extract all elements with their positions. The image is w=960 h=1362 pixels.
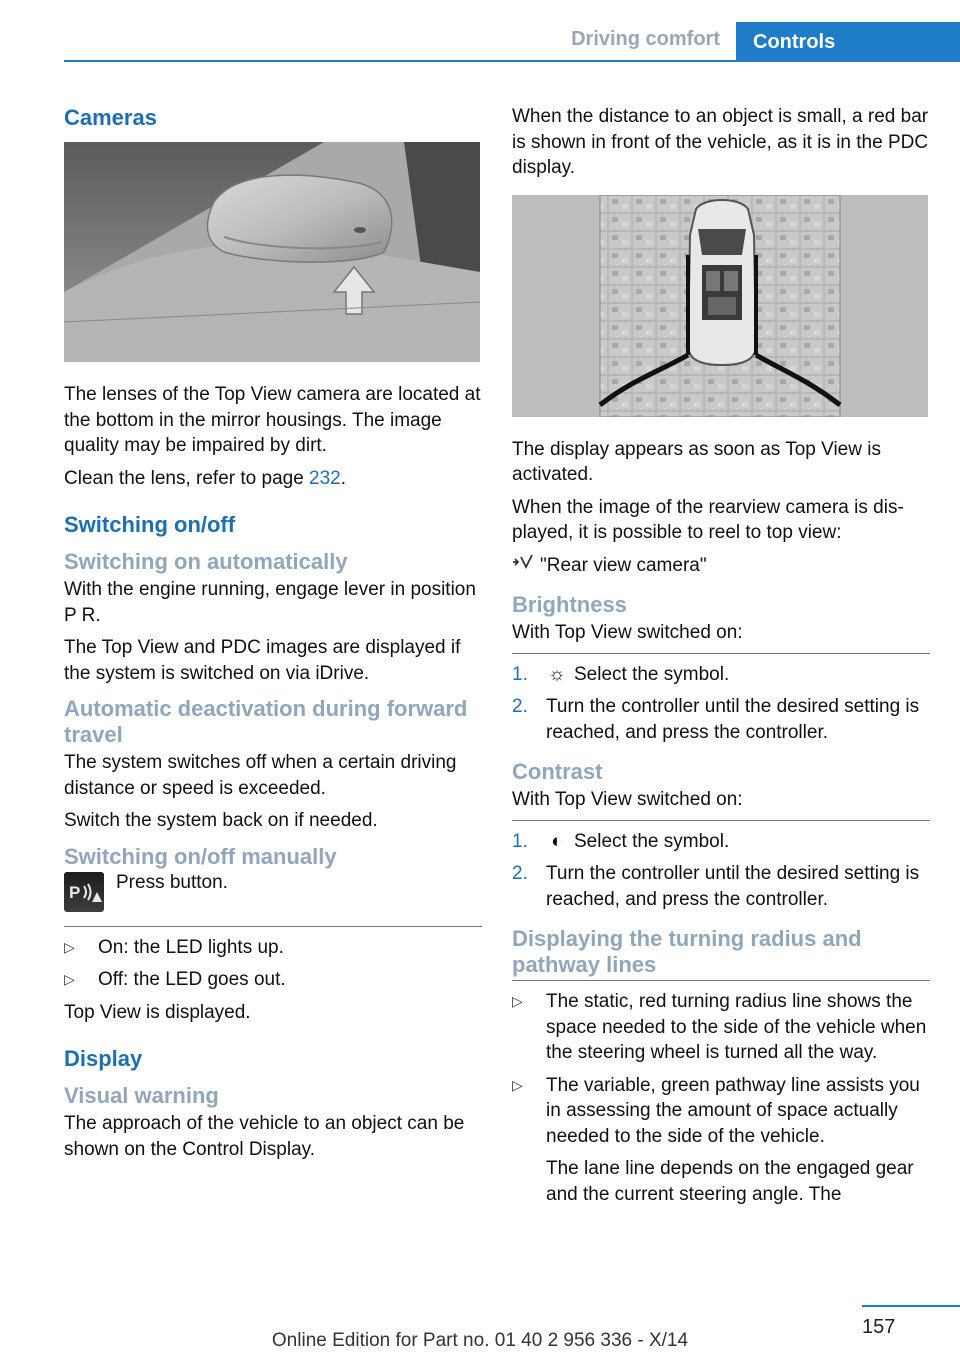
cameras-p2-prefix: Clean the lens, refer to page	[64, 467, 310, 489]
list-item	[512, 829, 930, 855]
page-link-232[interactable]: 232	[309, 467, 341, 489]
brightness-steps	[512, 662, 930, 746]
bullet-text: The variable, green pathway line assists you in assessing the amount of space actually needed to the side of the vehicle.	[546, 1074, 920, 1147]
bullet-text: On: the LED lights up.	[98, 936, 284, 958]
step-number: 2.	[512, 863, 528, 884]
rear-camera-icon	[512, 553, 534, 579]
bullet-text: Off: the LED goes out.	[98, 969, 286, 990]
cameras-p2-suffix: .	[340, 467, 347, 489]
display-heading: Display	[64, 1046, 143, 1071]
auto-off-paragraph-1: The system switches off when a certain driving distance or speed is exceeded.	[64, 752, 457, 799]
divider	[512, 980, 930, 981]
right-paragraph-3: When the image of the rearview camera is displayed, it is possible to reel to top view:	[512, 496, 904, 543]
divider	[64, 926, 482, 927]
step-number: 1.	[512, 830, 528, 852]
triangle-right-icon: ▷	[64, 971, 75, 987]
step-text: Turn the controller until the desired setting is reached, and press the controller.	[546, 696, 920, 743]
list-item	[512, 662, 930, 688]
auto-off-paragraph-2: Switch the system back on if needed.	[64, 810, 378, 831]
switching-heading: Switching on/off	[64, 512, 236, 537]
bullet-text: The static, red turning radius line shows the space needed to the side of the vehicle when the steering wheel is turned all the way.	[546, 991, 927, 1063]
page-number: 157	[862, 1316, 896, 1338]
auto-on-paragraph-2: The Top View and PDC images are displayed if the system is switched on via iDrive.	[64, 637, 461, 684]
triangle-right-icon: ▷	[512, 993, 523, 1009]
list-item	[512, 1073, 930, 1208]
sun-icon: ☼	[548, 663, 566, 685]
visual-warning-heading: Visual warning	[64, 1083, 219, 1108]
page-number-rule	[862, 1305, 960, 1307]
right-paragraph-2: The display appears as soon as Top View is activated.	[512, 438, 881, 485]
rear-camera-row	[512, 553, 930, 579]
divider	[512, 653, 930, 654]
manual-heading: Switching on/off manually	[64, 843, 337, 869]
turning-heading: Displaying the turning radius and pathway lines	[512, 926, 862, 977]
mirror-camera-image	[64, 142, 480, 362]
step-number: 1.	[512, 663, 528, 685]
list-item	[64, 967, 482, 993]
pdc-button-icon	[64, 872, 104, 912]
turning-bullet-list	[512, 989, 930, 1207]
turning-continued: The lane line depends on the engaged gear and the current steering angle. The	[546, 1158, 914, 1205]
list-item	[512, 694, 930, 745]
auto-off-heading: Automatic deactivation during forward travel	[64, 696, 468, 747]
contrast-heading: Contrast	[512, 759, 603, 784]
brightness-intro: With Top View switched on:	[512, 622, 743, 643]
list-item	[512, 989, 930, 1066]
top-view-illustration	[512, 195, 928, 417]
contrast-icon: ◐	[551, 830, 563, 852]
triangle-right-icon: ▷	[64, 938, 75, 955]
visual-warning-paragraph: The approach of the vehicle to an object can be shown on the Control Display.	[64, 1113, 465, 1160]
manual-button-text: Press button.	[116, 871, 228, 893]
divider	[512, 820, 930, 821]
manual-bullet-list	[64, 935, 482, 993]
rear-camera-label: "Rear view camera"	[540, 554, 707, 576]
brightness-heading: Brightness	[512, 592, 627, 617]
top-view-image	[512, 195, 928, 417]
right-paragraph-1: When the distance to an object is small, a red bar is shown in front of the vehicle, as it is in the PDC display.	[512, 106, 929, 178]
header-tab: Controls	[736, 22, 960, 62]
svg-text:P: P	[69, 882, 81, 902]
manual-button-row	[64, 872, 482, 916]
step-number: 2.	[512, 696, 528, 717]
edition-footer: Online Edition for Part no. 01 40 2 956 336 - X/14	[271, 1330, 689, 1351]
right-column	[512, 104, 930, 1214]
contrast-intro: With Top View switched on:	[512, 789, 743, 810]
left-column	[64, 100, 482, 1169]
list-item	[512, 861, 930, 912]
cameras-paragraph-1: The lenses of the Top View camera are located at the bottom in the mirror housings. The image quality may be impaired by dirt.	[64, 384, 481, 456]
step-text: Select the symbol.	[574, 830, 730, 852]
contrast-steps	[512, 829, 930, 913]
list-item	[64, 935, 482, 961]
auto-on-paragraph-1: With the engine running, engage lever in position P R.	[64, 579, 476, 626]
auto-on-heading: Switching on automatically	[64, 549, 348, 574]
triangle-right-icon: ▷	[512, 1076, 523, 1093]
step-text: Turn the controller until the desired setting is reached, and press the controller.	[546, 863, 920, 910]
header-section: Driving comfort	[571, 28, 720, 50]
cameras-heading: Cameras	[64, 105, 157, 130]
header-rule	[64, 60, 960, 62]
step-text: Select the symbol.	[574, 663, 730, 685]
mirror-illustration	[64, 142, 480, 362]
cameras-paragraph-2	[64, 466, 482, 492]
manual-after-text: Top View is displayed.	[64, 1001, 251, 1023]
